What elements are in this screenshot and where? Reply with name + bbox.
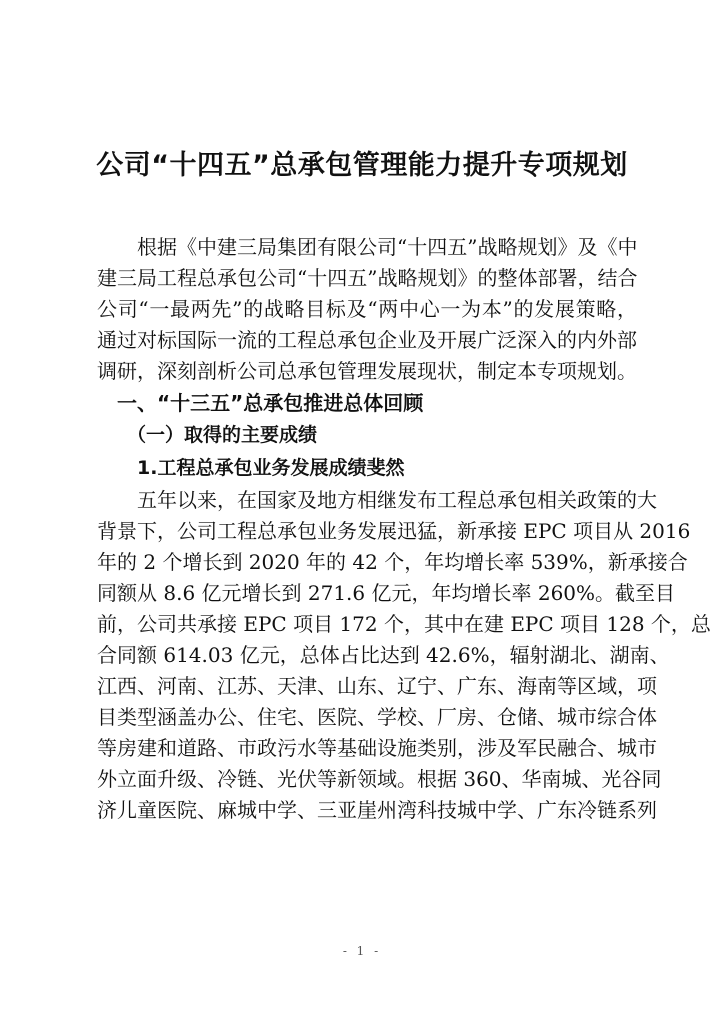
document-title: 公司“十四五”总承包管理能力提升专项规划 (96, 150, 628, 181)
paragraph-line: 前，公司共承接 EPC 项目 172 个，其中在建 EPC 项目 128 个，总 (97, 612, 711, 636)
paragraph-line: 年的 2 个增长到 2020 年的 42 个，年均增长率 539%，新承接合 (97, 550, 688, 574)
intro-line: 调研，深刻剖析公司总承包管理发展现状，制定本专项规划。 (97, 359, 637, 383)
paragraph-line: 合同额 614.03 亿元，总体占比达到 42.6%，辐射湖北、湖南、 (97, 643, 670, 667)
document-body (97, 232, 711, 826)
intro-line: 建三局工程总承包公司“十四五”战略规划》的整体部署，结合 (97, 266, 638, 290)
section-heading-level-1: 一、“十三五”总承包推进总体回顾 (117, 391, 424, 415)
paragraph-line: 等房建和道路、市政污水等基础设施类别，涉及军民融合、城市 (97, 736, 657, 760)
section-heading-level-3: 1.工程总承包业务发展成绩斐然 (137, 457, 405, 479)
page-number: - 1 - (342, 944, 382, 958)
paragraph-line: 外立面升级、冷链、光伏等新领域。根据 360、华南城、光谷同 (97, 767, 662, 791)
paragraph-line: 江西、河南、江苏、天津、山东、辽宁、广东、海南等区域，项 (97, 674, 657, 698)
paragraph-line: 同额从 8.6 亿元增长到 271.6 亿元，年均增长率 260%。截至目 (97, 581, 676, 605)
paragraph-line: 目类型涵盖办公、住宅、医院、学校、厂房、仓储、城市综合体 (97, 705, 657, 729)
intro-line: 公司“一最两先”的战略目标及“两中心一为本”的发展策略， (97, 297, 637, 321)
paragraph-line: 背景下，公司工程总承包业务发展迅猛，新承接 EPC 项目从 2016 (97, 519, 691, 543)
section-heading-level-2: （一）取得的主要成绩 (127, 424, 318, 446)
intro-line: 通过对标国际一流的工程总承包企业及开展广泛深入的内外部 (97, 328, 637, 352)
paragraph-line: 五年以来，在国家及地方相继发布工程总承包相关政策的大 (97, 488, 657, 512)
intro-line: 根据《中建三局集团有限公司“十四五”战略规划》及《中 (97, 235, 638, 259)
paragraph-line: 济儿童医院、麻城中学、三亚崖州湾科技城中学、广东冷链系列 (97, 798, 657, 822)
